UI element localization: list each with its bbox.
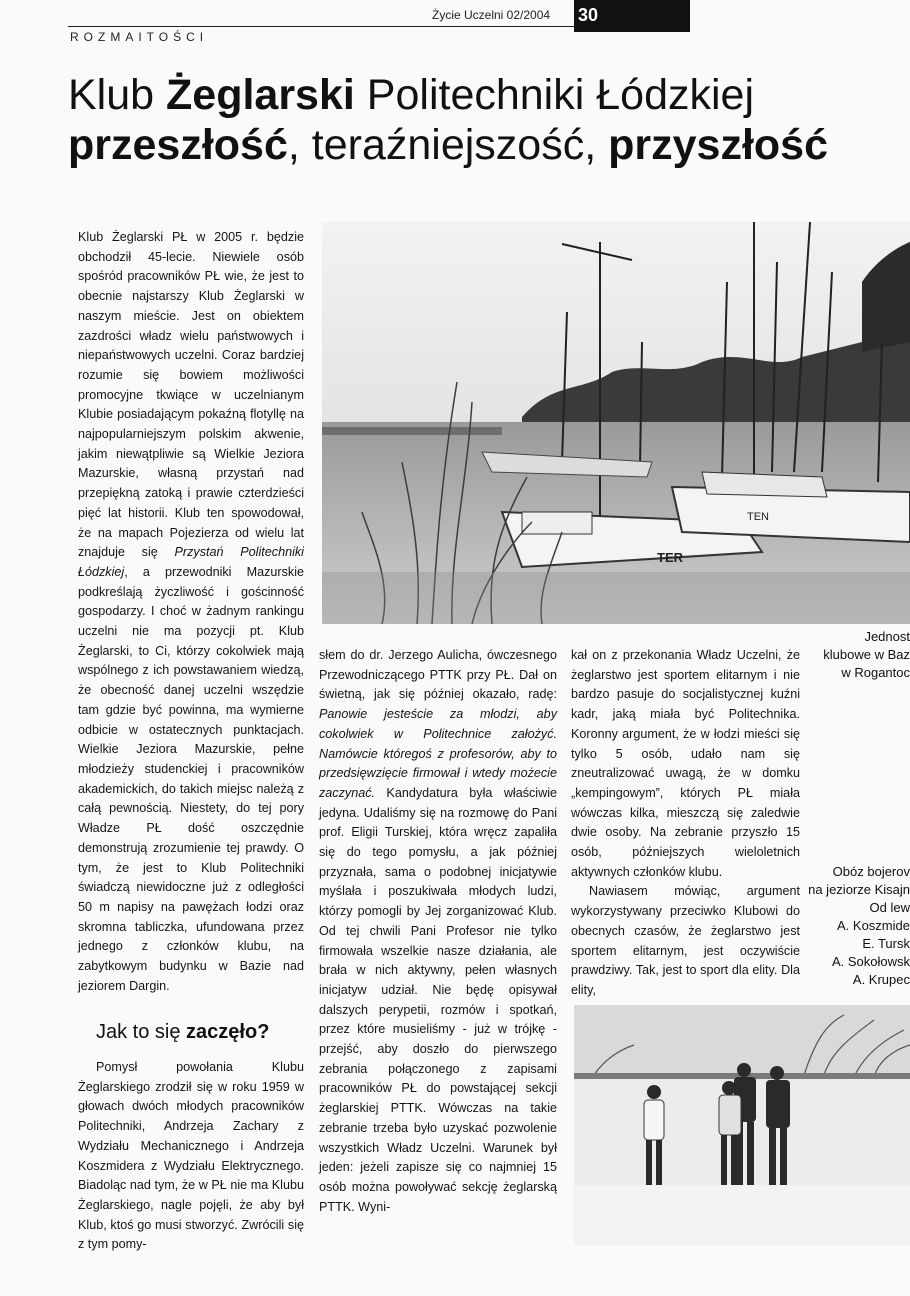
marina-sailboats-photo bbox=[322, 222, 910, 624]
paragraph-text: Nawiasem mówiąc, argument wykorzystywany przeciwko Klubowi do obecnych czasów, że żeglarstwo jest sportem elitarnym, jest oczywiście prawdziwy. Tak, jest to sport dla elity. Dla elity, bbox=[571, 884, 800, 997]
caption-line: A. Koszmide bbox=[837, 918, 910, 933]
caption-line: w Rogantoc bbox=[841, 665, 910, 680]
boat-sail-number: TEN bbox=[747, 511, 769, 523]
caption-line: klubowe w Baz bbox=[823, 647, 910, 662]
magazine-issue: Życie Uczelni 02/2004 bbox=[432, 8, 551, 22]
caption-line: na jeziorze Kisajn bbox=[808, 882, 910, 897]
section-label: ROZMAITOŚCI bbox=[70, 30, 209, 44]
paragraph-text: Pomysł powołania Klubu Żeglarskiego zrodził się w roku 1959 w głowach dwóch młodych pracowników Politechniki, Andrzeja Zachary z Wydziału Mechanicznego i Andrzeja Koszmidera z Wydziału Elektrycznego. Biadoląc nad tym, że w PŁ nie ma Klubu Żeglarskiego, nagle pojęli, że aby był Klub, ktoś go musi stworzyć. Zwrócili się z tym pomy- bbox=[78, 1060, 304, 1252]
boat-hull-name: TER bbox=[657, 550, 683, 565]
caption-line: A. Krupec bbox=[852, 972, 910, 987]
subheading-text: Jak to się bbox=[96, 1021, 187, 1043]
title-part: , teraźniejszość, bbox=[287, 121, 609, 169]
article-title-line2 bbox=[68, 120, 828, 170]
article-column-2 bbox=[319, 646, 557, 1217]
caption-line: Od lew bbox=[869, 900, 910, 915]
article-column-3 bbox=[571, 646, 800, 1001]
paragraph-italic: Przystań Politechniki Łódzkiej bbox=[78, 545, 304, 579]
caption-line: Obóz bojerov bbox=[832, 864, 910, 879]
paragraph-text: , a przewodniki Mazurskie podkreślają życzliwość i gościnność gospodarzy. I choć w żadnym rankingu uczelni nie ma pozycji pt. Klub Żeglarski, to Ci, którzy cokolwiek mają wspólnego z ich powstawaniem wiedzą, że obecność danej uczelni wszędzie tam gdzie być powinna, ma wymierne odbicie w ostatecznych punktacjach. Wielkie Jeziora Mazurskie, pełne młodzieży studenckiej i pracowników akademickich, do takich miejsc należą z całą pewnością. Niestety, do tej pory Władze PŁ dość oszczędnie demonstrują zrozumienie tej prawdy. O tym, że jest to Klub Politechniki świadczą niewidoczne już z odległości 50 m napisy na pawężach łodzi oraz skromna tabliczka, ufundowana przez jednego z członków klubu, na zabytkowym budynku w Bazie nad jeziorem Dargin. bbox=[78, 564, 304, 993]
article-title-line1 bbox=[68, 70, 754, 120]
paragraph-text: Klub Żeglarski PŁ w 2005 r. będzie obchodził 45-lecie. Niewiele osób spośród pracowników PŁ wie, że jest to obecnie najstarszy Klub Żeglarski w naszym mieście. Jest on obiektem zazdrości władz wielu państwowych i niepaństwowych uczelni. Coraz bardziej rozumie się bowiem możliwości promocyjne tkwiące w uczelnianym Klubie posiadającym pokaźną flotyllę na najpopularniejszym polskim akwenie, jakim niewątpliwie są Wielkie Jeziora Mazurskie, własną przystań nad przepiękną zatoką i prawie czterdzieści pięć lat historii. Klub ten spowodował, że na mapach Pojezierza od wielu lat znajduje się bbox=[78, 230, 304, 560]
page-number: 30 bbox=[578, 5, 599, 25]
title-part-bold: przeszłość bbox=[68, 121, 288, 169]
paragraph-text: słem do dr. Jerzego Aulicha, ówczesnego Przewodniczącego PTTK przy PŁ. Dał on świetną, jak się później okazało, radę: bbox=[319, 648, 557, 702]
caption-line: E. Tursk bbox=[862, 936, 910, 951]
photo2-caption bbox=[808, 863, 910, 989]
title-part-bold: Żeglarski bbox=[166, 71, 355, 119]
title-part: Klub bbox=[68, 71, 167, 119]
title-part: Politechniki Łódzkiej bbox=[354, 71, 755, 119]
article-column-1 bbox=[78, 228, 304, 996]
subheading-text-bold: zaczęło? bbox=[186, 1021, 270, 1043]
article-column-1-continued bbox=[78, 1058, 304, 1255]
caption-line: A. Sokołowsk bbox=[831, 954, 910, 969]
photo1-caption bbox=[823, 628, 910, 682]
title-part-bold: przyszłość bbox=[608, 121, 828, 169]
paragraph-text: kał on z przekonania Władz Uczelni, że żeglarstwo jest sportem elitarnym i nie bardzo pasuje do socjalistycznej kuźni kadr, jaką miała być Politechnika. Koronny argument, że w łodzi mieści się tylko 5 osób, udało nam się zneutralizować uwagą, że w domku „kempingowym”, których PŁ miała wówczas kilka, mieszczą się zaledwie dwie osoby. Na zebranie przyszło 15 osób, późniejszych wieloletnich aktywnych członków klubu. bbox=[571, 648, 800, 879]
iceboat-camp-group-photo bbox=[574, 1005, 910, 1245]
header-rule bbox=[68, 26, 574, 27]
paragraph-italic: Panowie jesteście za młodzi, aby cokolwiek w Politechnice założyć. Namówcie któregoś z profesorów, aby to przedsięwzięcie firmował i wtedy możecie zaczynać. bbox=[319, 707, 557, 800]
paragraph-text: Kandydatura była właściwie jedyna. Udaliśmy się na rozmowę do Pani prof. Eligii Turskiej, która wręcz zapaliła się do tego pomysłu, a jak później przyznała, sama o podobnej inicjatywie myślała i poszukiwała młodych ludzi, którzy pomogli by Jej zorganizować Klub. Od tej chwili Pani Profesor nie tylko firmowała wszelkie nasze działania, ale brała w nich aktywny, pełen własnych inicjatyw udział. Nie będę opisywał dalszych perypetii, rozmów i spotkań, przez które musieliśmy - już w trójkę - przejść, aby doszło do pierwszego zebrania połączonego z zapisami pracowników PŁ do powstającej sekcji żeglarskiej PTTK. Wówczas na takie zebranie trzeba było uzyskać pozwolenie wszystkich Władz Uczelni. Warunek był jeden: jeżeli zapisze się co najmniej 15 osób można powoływać sekcję żeglarską PTTK. Wyni- bbox=[319, 785, 557, 1214]
subheading bbox=[96, 1021, 269, 1044]
caption-line: Jednost bbox=[864, 629, 910, 644]
